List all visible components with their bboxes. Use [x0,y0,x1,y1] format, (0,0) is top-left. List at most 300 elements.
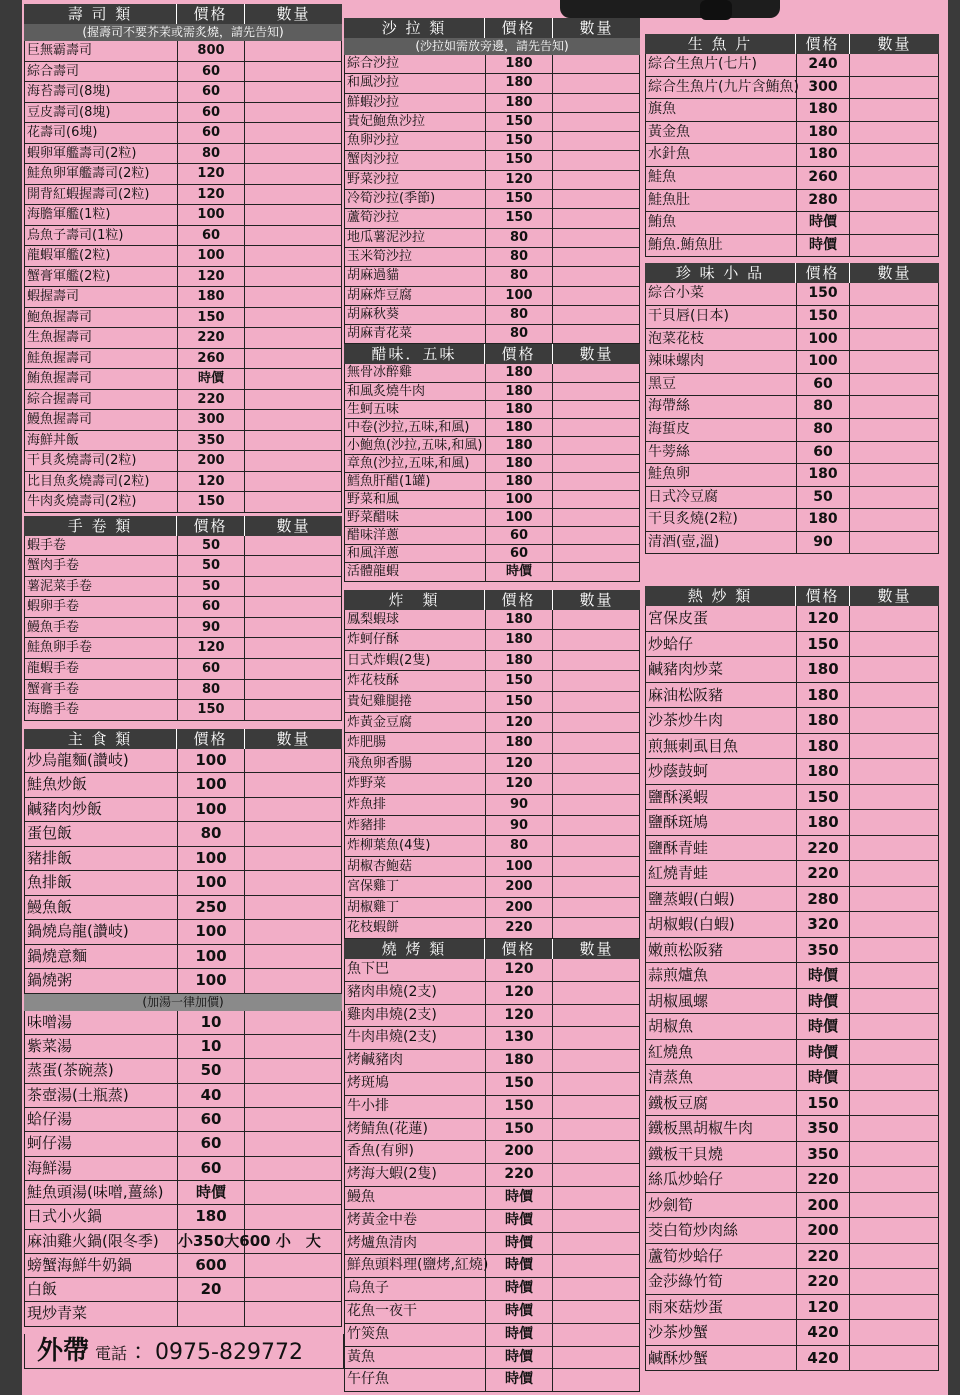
item-price: 350 [797,938,850,963]
item-price: 180 [797,657,850,682]
item-price: 80 [486,836,553,856]
item-name: 麻油松阪豬 [646,683,797,708]
item-name: 鹽酥青蛙 [646,836,797,861]
item-name: 鮑魚握壽司 [25,308,178,328]
item-price: 200 [486,898,553,918]
item-price: 120 [178,267,245,287]
item-quantity [850,1116,938,1141]
item-quantity [850,144,938,166]
item-price: 60 [797,374,850,396]
item-name: 鍋燒粥 [25,969,178,993]
item-quantity [245,431,341,451]
menu-item-row [344,229,640,248]
item-name: 泡菜花枝 [646,329,797,351]
item-price: 50 [178,536,245,556]
item-price: 時價 [178,369,245,389]
item-quantity [553,1278,639,1300]
section-grill [344,939,640,1392]
menu-item-row [344,1027,640,1050]
item-price: 260 [797,167,850,189]
item-name: 鹽酥斑鳩 [646,810,797,835]
menu-item-row [24,597,342,618]
section-title: 醋味．五味 [371,345,457,364]
item-quantity [553,419,639,436]
menu-item-row [645,396,939,419]
item-quantity [245,969,341,993]
item-price: 180 [486,455,553,472]
item-price: 時價 [486,1278,553,1300]
menu-item-row [344,877,640,898]
menu-item-row [645,532,939,555]
item-name: 蝦握壽司 [25,287,178,307]
menu-item-row [645,1142,939,1168]
quantity-header: 數量 [552,590,640,610]
item-quantity [245,62,341,82]
menu-item-row [24,1157,342,1181]
menu-item-row [344,671,640,692]
item-price: 130 [486,1027,553,1049]
menu-item-row [24,969,342,994]
item-quantity [245,123,341,143]
item-name: 茶壺湯(土瓶蒸) [25,1084,178,1107]
section-title: 熱 炒 類 [687,587,753,606]
item-quantity [553,509,639,526]
item-price: 60 [178,1132,245,1155]
menu-item-row [344,713,640,734]
section-title: 主 食 類 [67,729,133,748]
item-price: 60 [178,226,245,246]
item-name: 蛋包飯 [25,822,178,846]
menu-item-row [645,235,939,258]
quantity-header: 數量 [849,34,939,54]
item-price: 50 [797,487,850,509]
item-name: 螃蟹海鮮牛奶鍋 [25,1254,178,1277]
menu-item-row [24,536,342,557]
item-price: 120 [486,1005,553,1027]
item-price: 50 [178,556,245,576]
item-price: 150 [797,1091,850,1116]
item-quantity [553,877,639,897]
item-quantity [850,708,938,733]
item-name: 鮪魚 [646,212,797,234]
item-quantity [245,246,341,266]
item-name: 胡麻過貓 [345,267,486,285]
menu-item-row [24,749,342,774]
item-name: 日式小火鍋 [25,1205,178,1228]
item-name: 海苔壽司(8塊) [25,82,178,102]
item-price: 280 [797,887,850,912]
item-price: 180 [797,810,850,835]
item-quantity [245,871,341,895]
item-name: 蝦手卷 [25,536,178,556]
item-price: 50 [178,1059,245,1082]
menu-item-row [344,545,640,563]
section-header [344,590,640,610]
quantity-header: 數量 [849,263,939,283]
item-name: 旗魚 [646,99,797,121]
item-name: 中卷(沙拉,五味,和風) [345,419,486,436]
item-price: 350 [797,1142,850,1167]
column-middle [344,18,640,1392]
item-name: 烤海大蝦(2隻) [345,1164,486,1186]
item-name: 鮭魚卵軍艦壽司(2粒) [25,164,178,184]
item-price: 時價 [178,1181,245,1204]
item-price: 80 [178,144,245,164]
item-price: 220 [486,918,553,938]
item-price: 時價 [797,212,850,234]
menu-item-row [24,1132,342,1156]
item-quantity [850,989,938,1014]
item-name: 海膽手卷 [25,700,178,720]
section-header [24,516,342,536]
item-name: 和風沙拉 [345,74,486,92]
item-name: 鮭魚 [646,167,797,189]
menu-item-row [24,185,342,206]
item-name: 巨無霸壽司 [25,41,178,61]
item-price: 80 [178,822,245,846]
menu-item-row [645,1193,939,1219]
item-price: 60 [178,659,245,679]
menu-item-row [344,455,640,473]
item-price: 時價 [486,1187,553,1209]
item-name: 野菜和風 [345,491,486,508]
item-price [178,1302,245,1325]
menu-item-row [344,651,640,672]
item-quantity [245,700,341,720]
item-name: 茭白筍炒肉絲 [646,1218,797,1243]
item-price: 120 [178,164,245,184]
section-stirfry [645,586,939,1371]
item-name: 飛魚卵香腸 [345,754,486,774]
phone-number: ：0975-829772 [133,1340,303,1365]
item-price: 800 [178,41,245,61]
menu-item-row [344,306,640,325]
menu-item-row [645,1014,939,1040]
item-name: 綜合小菜 [646,283,797,305]
item-price: 90 [486,795,553,815]
item-name: 鮭魚頭湯(味噌,薑絲) [25,1181,178,1204]
item-name: 玉米筍沙拉 [345,248,486,266]
item-name: 日式冷豆腐 [646,487,797,509]
item-quantity [553,1164,639,1186]
menu-item-row [645,1116,939,1142]
item-quantity [245,267,341,287]
item-price: 100 [178,749,245,773]
item-quantity [245,1011,341,1034]
menu-item-row [24,226,342,247]
menu-item-row [24,822,342,847]
menu-item-row [645,1320,939,1346]
item-quantity [245,1254,341,1277]
item-price: 150 [797,283,850,305]
menu-item-row [24,369,342,390]
item-price: 180 [797,734,850,759]
item-price: 小350大600 小 大 [178,1230,245,1253]
item-name: 海鮮丼飯 [25,431,178,451]
menu-item-row [645,190,939,213]
item-quantity [850,1065,938,1090]
item-price: 180 [486,401,553,418]
item-quantity [553,1324,639,1346]
menu-item-row [645,306,939,329]
price-header: 價格 [795,34,849,54]
item-name: 蚵仔湯 [25,1132,178,1155]
menu-item-row [645,963,939,989]
item-price: 300 [178,410,245,430]
item-name: 鰻魚 [345,1187,486,1209]
menu-item-row [645,1040,939,1066]
item-price: 10 [178,1011,245,1034]
item-quantity [553,437,639,454]
menu-item-row [24,773,342,798]
item-name: 薯泥菜手卷 [25,577,178,597]
item-price: 220 [178,390,245,410]
item-name: 雨來菇炒蛋 [646,1295,797,1320]
menu-item-row [24,1181,342,1205]
item-quantity [245,773,341,797]
item-price: 120 [486,171,553,189]
item-quantity [850,1346,938,1371]
item-price: 300 [797,77,850,99]
item-price: 220 [797,1269,850,1294]
item-name: 黃金魚 [646,122,797,144]
item-price: 150 [486,1096,553,1118]
item-price: 180 [486,383,553,400]
item-quantity [245,390,341,410]
menu-item-row [24,62,342,83]
menu-item-row [24,659,342,680]
item-quantity [553,325,639,343]
item-quantity [245,920,341,944]
menu-item-row [344,94,640,113]
menu-item-row [344,816,640,837]
menu-item-row [645,509,939,532]
price-header: 價格 [176,729,244,749]
column-left [24,4,342,1327]
item-price: 420 [797,1346,850,1371]
item-quantity [553,795,639,815]
menu-item-row [344,836,640,857]
item-name: 烤黃金中卷 [345,1210,486,1232]
item-price: 180 [178,1205,245,1228]
item-price: 時價 [486,1347,553,1369]
item-quantity [850,1091,938,1116]
menu-item-row [645,1295,939,1321]
menu-item-row [344,1141,640,1164]
item-price: 180 [797,708,850,733]
menu-item-row [24,700,342,721]
item-quantity [850,442,938,464]
item-quantity [245,945,341,969]
item-name: 鐵板干貝燒 [646,1142,797,1167]
menu-item-row [24,451,342,472]
quantity-header: 數量 [244,4,342,24]
item-price: 150 [178,308,245,328]
item-quantity [850,99,938,121]
item-quantity [553,209,639,227]
item-name: 胡麻炸豆腐 [345,287,486,305]
item-price: 280 [797,190,850,212]
phone-label: 電話 [95,1344,128,1363]
menu-item-row [24,1205,342,1229]
item-quantity [553,113,639,131]
item-price: 180 [486,610,553,630]
item-name: 干貝唇(日本) [646,306,797,328]
item-price: 220 [178,328,245,348]
item-price: 250 [178,896,245,920]
item-quantity [553,959,639,981]
item-price: 90 [486,816,553,836]
item-name: 雞肉串燒(2支) [345,1005,486,1027]
item-quantity [553,898,639,918]
item-quantity [553,692,639,712]
item-name: 蟹肉沙拉 [345,151,486,169]
menu-item-row [24,1011,342,1035]
item-price: 時價 [797,963,850,988]
item-name: 胡椒風螺 [646,989,797,1014]
item-quantity [553,774,639,794]
menu-item-row [645,212,939,235]
item-name: 龍蝦軍艦(2粒) [25,246,178,266]
item-quantity [850,1014,938,1039]
menu-item-row [645,487,939,510]
item-price: 120 [486,754,553,774]
item-name: 宮保皮蛋 [646,606,797,631]
item-price: 180 [486,74,553,92]
item-name: 蝦卵軍艦壽司(2粒) [25,144,178,164]
menu-item-row [24,410,342,431]
item-price: 220 [797,836,850,861]
menu-item-row [645,657,939,683]
item-price: 100 [486,857,553,877]
item-quantity [553,630,639,650]
item-name: 海膽軍艦(1粒) [25,205,178,225]
item-quantity [850,1193,938,1218]
item-name: 海帶絲 [646,396,797,418]
price-header: 價格 [484,18,552,38]
menu-item-row [344,692,640,713]
item-quantity [245,82,341,102]
section-fried [344,590,640,940]
item-price: 180 [178,287,245,307]
clipboard-handle [700,0,732,20]
menu-item-row [344,491,640,509]
item-quantity [245,226,341,246]
item-quantity [553,491,639,508]
menu-item-row [24,896,342,921]
item-quantity [245,536,341,556]
item-price: 100 [178,798,245,822]
item-price: 80 [797,419,850,441]
item-quantity [850,212,938,234]
menu-item-row [24,1059,342,1083]
item-name: 鳳梨蝦球 [345,610,486,630]
item-name: 牛肉炙燒壽司(2粒) [25,492,178,512]
item-name: 開背紅蝦握壽司(2粒) [25,185,178,205]
item-quantity [245,103,341,123]
item-quantity [850,683,938,708]
item-name: 水針魚 [646,144,797,166]
menu-item-row [24,82,342,103]
item-name: 和風洋蔥 [345,545,486,562]
price-header: 價格 [176,516,244,536]
section-title: 沙 拉 類 [381,19,447,37]
item-quantity [245,597,341,617]
item-price: 260 [178,349,245,369]
menu-item-row [344,527,640,545]
item-quantity [553,982,639,1004]
item-price: 80 [486,248,553,266]
item-price: 350 [797,1116,850,1141]
menu-item-row [344,190,640,209]
item-quantity [245,349,341,369]
item-name: 無骨冰醉雞 [345,364,486,381]
menu-item-row [645,1269,939,1295]
item-name: 炒劍筍 [646,1193,797,1218]
item-name: 魚下巴 [345,959,486,981]
item-name: 蒜煎爐魚 [646,963,797,988]
item-price: 600 [178,1254,245,1277]
item-price: 150 [486,671,553,691]
item-price: 100 [178,920,245,944]
menu-item-row [344,248,640,267]
item-price: 120 [178,472,245,492]
menu-item-row [645,1091,939,1117]
item-price: 150 [797,785,850,810]
item-price: 420 [797,1320,850,1345]
item-quantity [245,896,341,920]
item-quantity [245,1108,341,1131]
takeout-label: 外帶 [37,1336,90,1366]
item-quantity [850,836,938,861]
item-name: 炒烏龍麵(讚岐) [25,749,178,773]
item-name: 胡椒魚 [646,1014,797,1039]
item-price: 120 [178,185,245,205]
item-name: 炸野菜 [345,774,486,794]
item-name: 貴妃鮑魚沙拉 [345,113,486,131]
item-price: 150 [178,492,245,512]
item-price: 150 [486,209,553,227]
menu-item-row [24,164,342,185]
item-quantity [553,248,639,266]
menu-item-row [344,383,640,401]
item-quantity [245,1084,341,1107]
menu-item-row [645,861,939,887]
price-header: 價格 [484,344,552,364]
menu-item-row [24,680,342,701]
item-price: 60 [178,123,245,143]
item-quantity [245,847,341,871]
item-quantity [245,144,341,164]
item-quantity [245,749,341,773]
item-quantity [245,1132,341,1155]
section-title: 燒 烤 類 [381,940,447,959]
item-name: 干貝炙燒(2粒) [646,509,797,531]
item-quantity [553,816,639,836]
menu-item-row [24,618,342,639]
item-name: 炸魚排 [345,795,486,815]
item-price: 時價 [797,1040,850,1065]
menu-item-row [344,132,640,151]
item-price: 180 [797,99,850,121]
menu-item-row [645,1346,939,1372]
item-price: 100 [178,773,245,797]
section-note: (沙拉如需放旁邊，請先告知) [344,38,640,55]
item-quantity [850,306,938,328]
item-price: 10 [178,1035,245,1058]
item-name: 沙茶炒牛肉 [646,708,797,733]
menu-item-row [24,1084,342,1108]
